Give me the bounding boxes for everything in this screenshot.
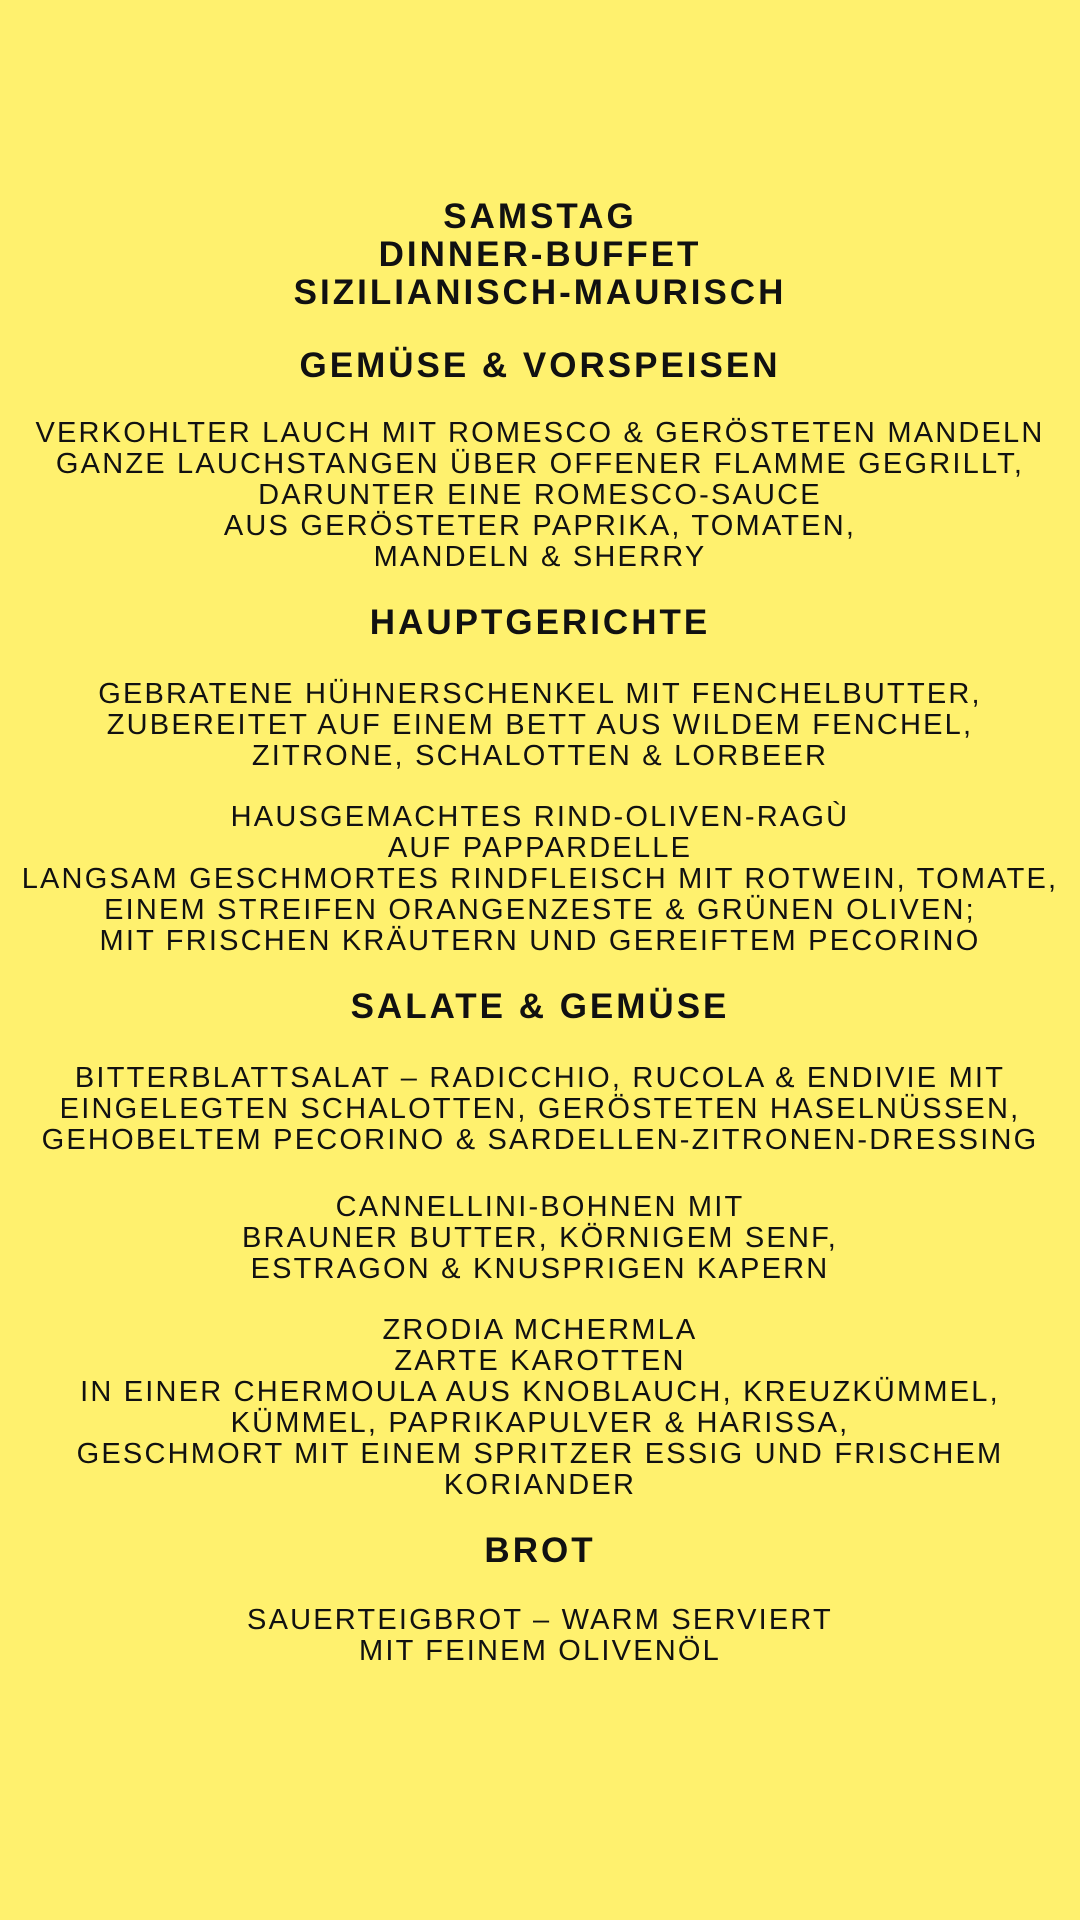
dish-line: GEBRATENE HÜHNERSCHENKEL MIT FENCHELBUTTER, — [98, 678, 982, 710]
dish-line: LANGSAM GESCHMORTES RINDFLEISCH MIT ROTWEIN, TOMATE, — [21, 863, 1059, 895]
section-heading: BROT — [484, 1531, 596, 1570]
menu-event: DINNER-BUFFET — [378, 235, 702, 274]
dish-line: MIT FEINEM OLIVENÖL — [359, 1635, 721, 1667]
section-gemuese-vorspeisen — [0, 346, 1080, 573]
section-salate-gemuese — [0, 987, 1080, 1501]
dish-line: HAUSGEMACHTES RIND-OLIVEN-RAGÙ — [230, 801, 850, 833]
dish-line: SAUERTEIGBROT – WARM SERVIERT — [247, 1604, 833, 1636]
dish-line: KORIANDER — [443, 1469, 637, 1501]
dish-line: ZRODIA MCHERMLA — [382, 1314, 698, 1346]
dish-line: ESTRAGON & KNUSPRIGEN KAPERN — [250, 1253, 830, 1285]
dish-huehnerschenkel — [0, 679, 1080, 772]
section-brot — [0, 1531, 1080, 1667]
dish-zrodia-mchermla — [0, 1315, 1080, 1501]
dish-line: KÜMMEL, PAPRIKAPULVER & HARISSA, — [230, 1407, 850, 1439]
dish-bitterblattsalat — [0, 1063, 1080, 1156]
menu-theme: SIZILIANISCH-MAURISCH — [293, 273, 787, 312]
dish-line: GANZE LAUCHSTANGEN ÜBER OFFENER FLAMME GEGRILLT, — [55, 448, 1025, 480]
section-heading: SALATE & GEMÜSE — [350, 987, 730, 1026]
menu-day: SAMSTAG — [443, 197, 637, 236]
dish-line: GESCHMORT MIT EINEM SPRITZER ESSIG UND FRISCHEM — [76, 1438, 1004, 1470]
dish-line: BITTERBLATTSALAT – RADICCHIO, RUCOLA & ENDIVIE MIT — [74, 1062, 1006, 1094]
dish-sauerteigbrot — [0, 1605, 1080, 1667]
dish-line: GEHOBELTEM PECORINO & SARDELLEN-ZITRONEN-DRESSING — [41, 1124, 1039, 1156]
dish-line: IN EINER CHERMOULA AUS KNOBLAUCH, KREUZKÜMMEL, — [80, 1376, 1000, 1408]
dish-line: ZARTE KAROTTEN — [394, 1345, 686, 1377]
dish-rind-oliven-ragu — [0, 802, 1080, 957]
dish-line: EINEM STREIFEN ORANGENZESTE & GRÜNEN OLIVEN; — [104, 894, 976, 926]
dish-line: MANDELN & SHERRY — [373, 541, 707, 573]
dish-line: ZITRONE, SCHALOTTEN & LORBEER — [251, 740, 829, 772]
dish-line: AUF PAPPARDELLE — [387, 832, 693, 864]
dish-line: VERKOHLTER LAUCH MIT ROMESCO & GERÖSTETEN MANDELN — [35, 417, 1045, 449]
dish-cannellini-bohnen — [0, 1192, 1080, 1285]
section-heading: GEMÜSE & VORSPEISEN — [299, 346, 781, 385]
dish-verkohlter-lauch — [0, 418, 1080, 573]
section-hauptgerichte — [0, 603, 1080, 957]
dish-line: AUS GERÖSTETER PAPRIKA, TOMATEN, — [223, 510, 857, 542]
dish-line: EINGELEGTEN SCHALOTTEN, GERÖSTETEN HASELNÜSSEN, — [59, 1093, 1021, 1125]
dish-line: MIT FRISCHEN KRÄUTERN UND GEREIFTEM PECORINO — [99, 925, 981, 957]
dish-line: CANNELLINI-BOHNEN MIT — [335, 1191, 745, 1223]
buffet-menu — [0, 198, 1080, 1667]
dish-line: BRAUNER BUTTER, KÖRNIGEM SENF, — [241, 1222, 839, 1254]
dish-line: DARUNTER EINE ROMESCO-SAUCE — [258, 479, 822, 511]
menu-header — [0, 198, 1080, 312]
section-heading: HAUPTGERICHTE — [369, 603, 711, 642]
dish-line: ZUBEREITET AUF EINEM BETT AUS WILDEM FENCHEL, — [106, 709, 974, 741]
